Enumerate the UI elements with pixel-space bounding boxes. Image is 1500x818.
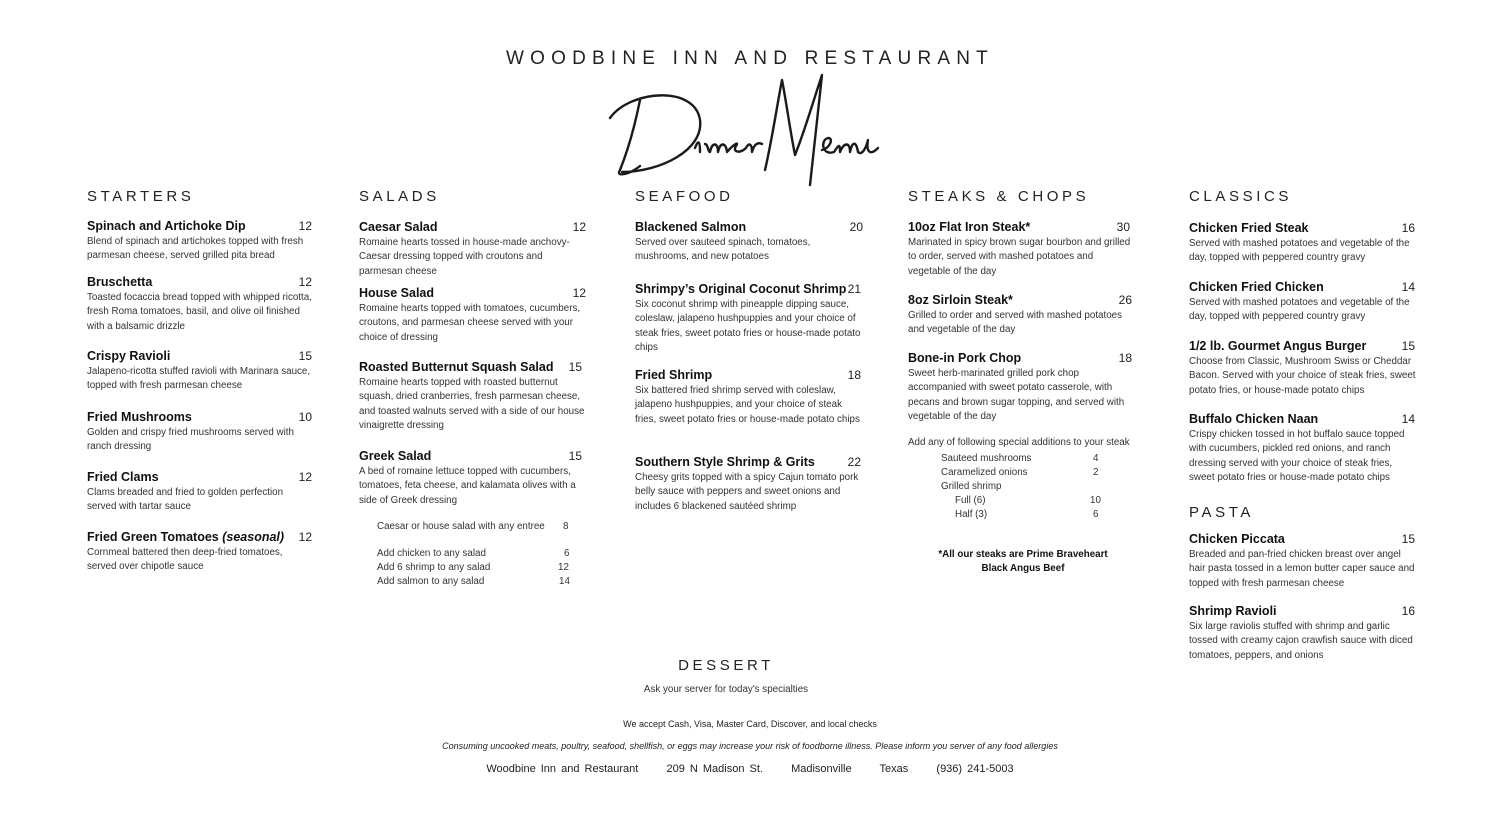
- steak-addition-label: Half (3): [955, 509, 988, 520]
- section-title-starters: STARTERS: [87, 188, 195, 205]
- menu-item: 1/2 lb. Gourmet Angus Burger 15 Choose from Classic, Mushroom Swiss or Cheddar Bacon. Served with your choice of steak fries, sweet potato fries, or house-made potato chips: [1189, 339, 1416, 396]
- beef-note: *All our steaks are Prime Braveheart Black Angus Beef: [938, 549, 1108, 575]
- footer-address: 209 N Madison St.: [666, 763, 763, 775]
- menu-item: Spinach and Artichoke Dip 12 Blend of spinach and artichokes topped with fresh parmesan cheese, served grilled pita bread: [87, 219, 312, 262]
- salad-extra-price: 8: [563, 521, 569, 532]
- contact-line: [0, 763, 1500, 775]
- menu-item: Bruschetta 12 Toasted focaccia bread topped with whipped ricotta, fresh Roma tomatoes, basil, and olive oil finished with a balsamic drizzle: [87, 275, 312, 332]
- restaurant-name: WOODBINE INN AND RESTAURANT: [506, 48, 994, 69]
- menu-item: Caesar Salad 12 Romaine hearts tossed in house-made anchovy-Caesar dressing topped with croutons and parmesan cheese: [359, 220, 586, 277]
- menu-item: Shrimpy’s Original Coconut Shrimp 21 Six coconut shrimp with pineapple dipping sauce, coleslaw, jalapeno hushpuppies and your choice of steak fries, sweet potato fries or house-made potato chips: [635, 282, 861, 353]
- section-title-pasta: PASTA: [1189, 504, 1254, 521]
- menu-item: Fried Mushrooms 10 Golden and crispy fried mushrooms served with ranch dressing: [87, 410, 312, 453]
- menu-item: Bone-in Pork Chop 18 Sweet herb-marinated grilled pork chop accompanied with sweet potato casserole, with pecans and brown sugar topping, and served with vegetable of the day: [908, 351, 1132, 422]
- menu-item: House Salad 12 Romaine hearts topped with tomatoes, cucumbers, croutons, and parmesan cheese served with your choice of dressing: [359, 286, 586, 343]
- steak-addition-label: Grilled shrimp: [941, 481, 1002, 492]
- footer-restaurant-name: Woodbine Inn and Restaurant: [486, 763, 639, 775]
- footer-state: Texas: [879, 763, 909, 775]
- menu-item: Blackened Salmon 20 Served over sauteed spinach, tomatoes, mushrooms, and new potatoes: [635, 220, 863, 263]
- salad-extra-label: Add chicken to any salad: [377, 548, 486, 559]
- menu-item: Greek Salad 15 A bed of romaine lettuce topped with cucumbers, tomatoes, feta cheese, and kalamata olives with a side of Greek dressing: [359, 449, 582, 506]
- menu-item: Fried Shrimp 18 Six battered fried shrimp served with coleslaw, jalapeno hushpuppies, and your choice of steak fries, sweet potato fries or house-made potato chips: [635, 368, 861, 425]
- steak-additions-note: Add any of following special additions to your steak: [908, 437, 1130, 448]
- dessert-text: Ask your server for today's specialties: [643, 684, 809, 695]
- menu-item: Buffalo Chicken Naan 14 Crispy chicken tossed in hot buffalo sauce topped with cucumbers, pickled red onions, and ranch dressing served with your choice of steak fries, sweet potato fries or house-made potato chips: [1189, 412, 1415, 483]
- menu-item: Crispy Ravioli 15 Jalapeno-ricotta stuffed ravioli with Marinara sauce, topped with fresh parmesan cheese: [87, 349, 312, 392]
- payment-note: We accept Cash, Visa, Master Card, Discover, and local checks: [623, 719, 877, 729]
- steak-addition-label: Full (6): [955, 495, 986, 506]
- menu-item: 10oz Flat Iron Steak* 30 Marinated in spicy brown sugar bourbon and grilled to order, served with mashed potatoes and vegetable of the day: [908, 220, 1131, 277]
- salad-extra-label: Caesar or house salad with any entree: [377, 521, 545, 532]
- section-title-dessert: DESSERT: [678, 657, 774, 674]
- salad-extra-label: Add 6 shrimp to any salad: [377, 562, 491, 573]
- menu-item: Shrimp Ravioli 16 Six large raviolis stuffed with shrimp and garlic tossed with creamy cajon crawfish sauce with diced tomatoes, peppers, and onions: [1189, 604, 1415, 661]
- section-title-steaks: STEAKS & CHOPS: [908, 188, 1090, 205]
- section-title-salads: SALADS: [359, 188, 440, 205]
- foodborne-warning: Consuming uncooked meats, poultry, seafood, shellfish, or eggs may increase your risk of foodborne illness. Please inform you server of any food allergies: [442, 741, 1058, 751]
- salad-extra-price: 6: [564, 548, 570, 559]
- dinner-menu-script-title: [600, 70, 900, 190]
- salad-extra-price: 12: [558, 562, 569, 573]
- footer-city: Madisonville: [791, 763, 852, 775]
- menu-item: Chicken Fried Steak 16 Served with mashed potatoes and vegetable of the day, topped with peppered country gravy: [1189, 221, 1415, 264]
- section-title-seafood: SEAFOOD: [635, 188, 734, 205]
- menu-item: Roasted Butternut Squash Salad 15 Romaine hearts topped with roasted butternut squash, dried cranberries, fresh parmesan cheese, and toasted walnuts served with a side of our house vinaigrette dressing: [359, 360, 585, 431]
- steak-addition-price: 4: [1093, 453, 1099, 464]
- section-title-classics: CLASSICS: [1189, 188, 1292, 205]
- steak-addition-price: 6: [1093, 509, 1099, 520]
- dessert-section: [600, 657, 852, 674]
- menu-item: Fried Green Tomatoes (seasonal) 12 Cornmeal battered then deep-fried tomatoes, served over chipotle sauce: [87, 530, 312, 573]
- steak-addition-label: Sauteed mushrooms: [941, 453, 1032, 464]
- steak-addition-price: 10: [1090, 495, 1101, 506]
- steak-addition-price: 2: [1093, 467, 1099, 478]
- footer-phone: (936) 241-5003: [936, 763, 1014, 775]
- menu-item: 8oz Sirloin Steak* 26 Grilled to order and served with mashed potatoes and vegetable of the day: [908, 293, 1132, 336]
- menu-item: Chicken Fried Chicken 14 Served with mashed potatoes and vegetable of the day, topped with peppered country gravy: [1189, 280, 1415, 323]
- salad-extra-label: Add salmon to any salad: [377, 576, 485, 587]
- steak-addition-label: Caramelized onions: [941, 467, 1028, 478]
- salad-extra-price: 14: [559, 576, 570, 587]
- menu-item: Fried Clams 12 Clams breaded and fried to golden perfection served with tartar sauce: [87, 470, 312, 513]
- menu-item: Chicken Piccata 15 Breaded and pan-fried chicken breast over angel hair pasta tossed in a lemon butter caper sauce and topped with fresh parmesan cheese: [1189, 532, 1415, 589]
- menu-item: Southern Style Shrimp & Grits 22 Cheesy grits topped with a spicy Cajun tomato pork belly sauce with peppers and sweet onions and includes 6 blackened sautéed shrimp: [635, 455, 861, 512]
